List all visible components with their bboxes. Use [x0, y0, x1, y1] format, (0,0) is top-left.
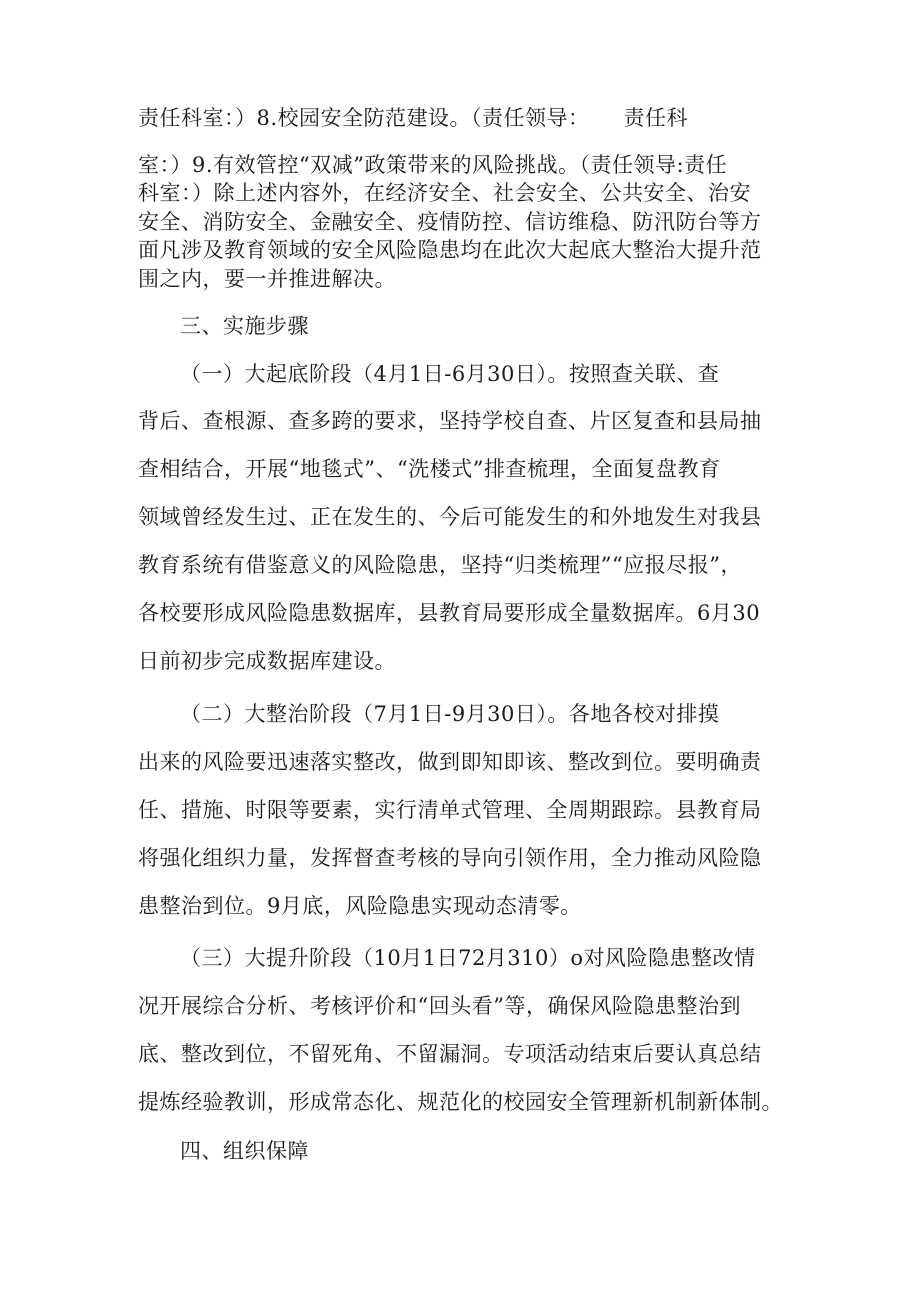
- text-line: [138, 106, 688, 130]
- paragraph-line: 日前初步完成数据库建设。: [138, 649, 396, 673]
- text-line: 围之内，要一并推进解决。: [138, 267, 396, 291]
- paragraph-line: 将强化组织力量，发挥督查考核的导向引领作用，全力推动风险隐: [138, 846, 762, 870]
- paragraph-line: 教育系统有借鉴意义的风险隐患，坚持“归类梳理”“应报尽报”，: [138, 553, 742, 577]
- paragraph-line: （三）大提升阶段（10月1日72月310）o对风险隐患整改情: [180, 946, 756, 970]
- paragraph-line: 任、措施、时限等要素，实行清单式管理、全周期跟踪。县教育局: [138, 798, 762, 822]
- text-line: 室：）9.有效管控“双减”政策带来的风险挑战。（责任领导:责任: [138, 153, 728, 177]
- paragraph-line: 领域曾经发生过、正在发生的、今后可能发生的和外地发生对我县: [138, 505, 762, 529]
- paragraph-line: 背后、查根源、查多跨的要求，坚持学校自查、片区复查和县局抽: [138, 409, 762, 433]
- paragraph-line: 查相结合，开展“地毯式”、“洗楼式”排查梳理，全面复盘教育: [138, 457, 721, 481]
- paragraph-line: 况开展综合分析、考核评价和“回头看”等，确保风险隐患整治到: [138, 994, 741, 1018]
- text-segment: 责任科室：）8.校园安全防范建设。（责任领导：: [138, 106, 590, 130]
- paragraph-line: 提炼经验教训，形成常态化、规范化的校园安全管理新机制新体制。: [138, 1090, 783, 1114]
- text-line: 安全、消防安全、金融安全、疫情防控、信访维稳、防汛防台等方: [138, 210, 762, 234]
- paragraph-line: （二）大整治阶段（7月1日-9月30日）。各地各校对排摸: [180, 702, 720, 726]
- paragraph-line: 各校要形成风险隐患数据库，县教育局要形成全量数据库。6月30: [138, 601, 761, 625]
- text-segment: 责任科: [623, 106, 689, 130]
- text-line: 面凡涉及教育领域的安全风险隐患均在此次大起底大整治大提升范: [138, 238, 762, 262]
- section-heading: 四、组织保障: [180, 1139, 309, 1163]
- paragraph-line: 患整治到位。9月底，风险隐患实现动态清零。: [138, 894, 582, 918]
- section-heading: 三、实施步骤: [180, 314, 309, 338]
- paragraph-line: 出来的风险要迅速落实整改，做到即知即该、整改到位。要明确责: [138, 750, 762, 774]
- paragraph-line: （一）大起底阶段（4月1日-6月30日）。按照查关联、查: [180, 362, 720, 386]
- paragraph-line: 底、整改到位，不留死角、不留漏洞。专项活动结束后要认真总结: [138, 1042, 762, 1066]
- text-line: 科室：）除上述内容外，在经济安全、社会安全、公共安全、治安: [138, 181, 751, 205]
